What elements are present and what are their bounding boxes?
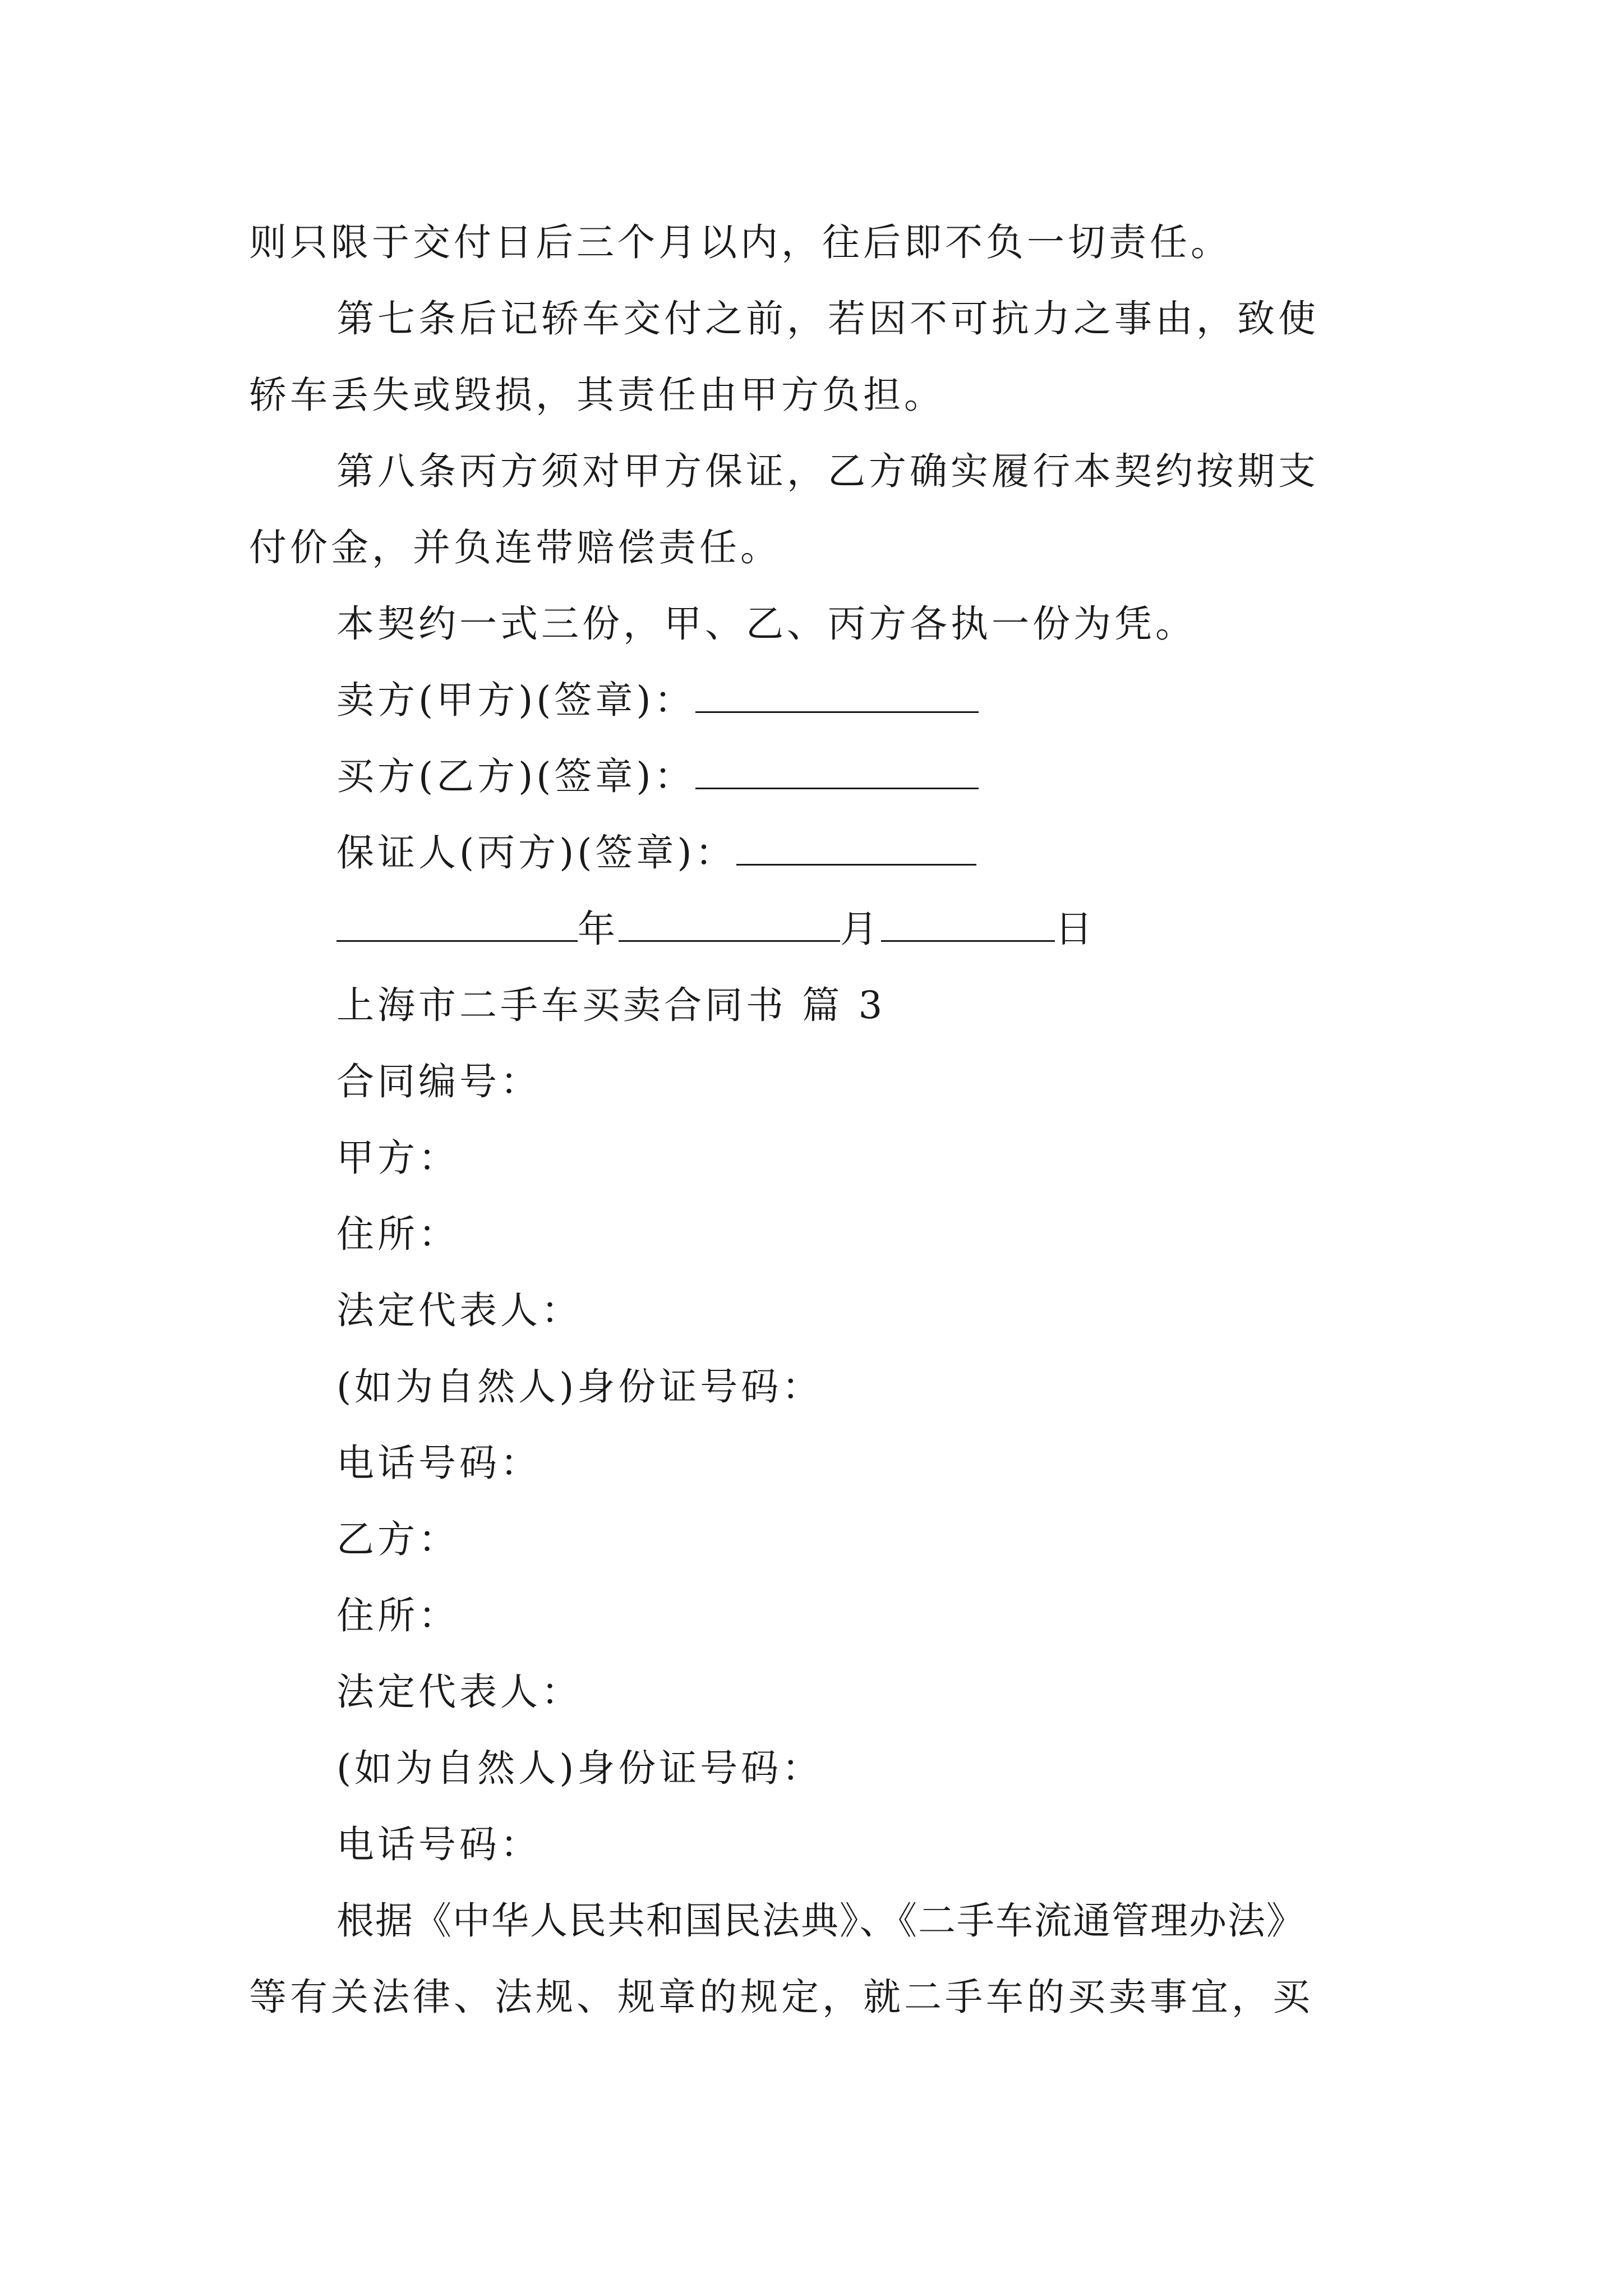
- paragraph-line: 轿车丢失或毁损，其责任由甲方负担。: [249, 373, 945, 417]
- month-label: 月: [840, 907, 881, 951]
- seller-signature-label: 卖方(甲方)(签章)：: [336, 678, 695, 722]
- party-a-field: 甲方：: [336, 1136, 459, 1180]
- buyer-signature-line: [336, 754, 979, 799]
- paragraph-line: 第八条丙方须对甲方保证，乙方确实履行本契约按期支: [336, 449, 1319, 493]
- seller-signature-blank: [695, 678, 979, 713]
- guarantor-signature-label: 保证人(丙方)(签章)：: [336, 831, 736, 875]
- day-label: 日: [1055, 907, 1096, 951]
- paragraph-line: 本契约一式三份，甲、乙、丙方各执一份为凭。: [336, 602, 1196, 646]
- buyer-signature-blank: [695, 754, 979, 789]
- party-b-phone-field: 电话号码：: [336, 1823, 541, 1866]
- paragraph-line: 第七条后记轿车交付之前，若因不可抗力之事由，致使: [336, 297, 1319, 341]
- month-blank: [619, 907, 840, 942]
- party-a-address-field: 住所：: [336, 1212, 459, 1256]
- day-blank: [881, 907, 1055, 942]
- guarantor-signature-line: [336, 830, 976, 875]
- seller-signature-line: [336, 678, 979, 723]
- legal-basis-line: 根据《中华人民共和国民法典》、《二手车流通管理办法》: [336, 1899, 1305, 1943]
- party-a-id-field: (如为自然人)身份证号码：: [336, 1365, 823, 1409]
- party-b-legal-rep-field: 法定代表人：: [336, 1670, 582, 1714]
- year-label: 年: [578, 907, 619, 951]
- party-a-phone-field: 电话号码：: [336, 1441, 541, 1485]
- legal-basis-line: 等有关法律、法规、规章的规定，就二手车的买卖事宜，买: [249, 1975, 1313, 2019]
- party-b-address-field: 住所：: [336, 1594, 459, 1637]
- year-blank: [336, 907, 578, 942]
- paragraph-line: 付价金，并负连带赔偿责任。: [249, 526, 781, 569]
- paragraph-line: 则只限于交付日后三个月以内，往后即不负一切责任。: [249, 220, 1232, 264]
- section-title: 上海市二手车买卖合同书 篇 3: [336, 983, 886, 1027]
- buyer-signature-label: 买方(乙方)(签章)：: [336, 754, 695, 798]
- party-b-id-field: (如为自然人)身份证号码：: [336, 1746, 823, 1790]
- party-b-field: 乙方：: [336, 1517, 459, 1561]
- party-a-legal-rep-field: 法定代表人：: [336, 1289, 582, 1332]
- contract-number-field: 合同编号：: [336, 1060, 541, 1103]
- date-line: [336, 907, 1096, 951]
- guarantor-signature-blank: [736, 830, 976, 866]
